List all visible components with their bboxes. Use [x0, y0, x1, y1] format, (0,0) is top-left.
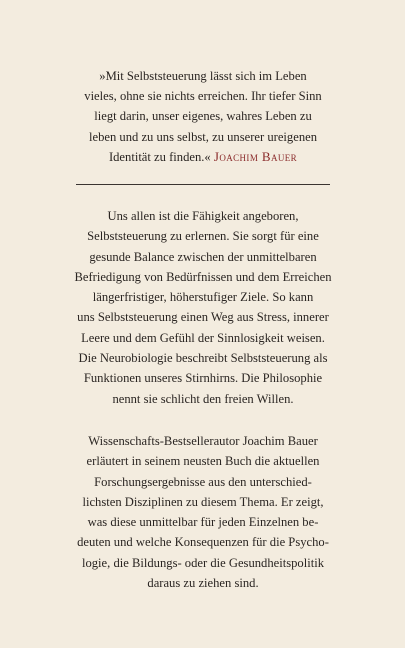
- paragraph-line: gesunde Balance zwischen der unmittelbaren: [89, 249, 317, 264]
- paragraph-line: Befriedigung von Bedürfnissen und dem Erreichen: [74, 269, 332, 284]
- divider-rule: [76, 184, 330, 185]
- paragraph-line: deuten und welche Konsequenzen für die Psycho-: [77, 535, 329, 550]
- paragraph-line: nennt sie schlicht den freien Willen.: [112, 391, 294, 406]
- paragraph-line: Selbststeuerung zu erlernen. Sie sorgt für eine: [87, 229, 319, 244]
- paragraph-line: Leere und dem Gefühl der Sinnlosigkeit weisen.: [81, 330, 325, 345]
- paragraph-line: was diese unmittelbar für jeden Einzelnen be-: [87, 515, 319, 530]
- quote-author: Joachim Bauer: [213, 148, 298, 164]
- paragraph-line: Funktionen unseres Stirnhirns. Die Philosophie: [83, 371, 323, 386]
- pull-quote: [60, 66, 346, 167]
- description-paragraph-2: [50, 431, 356, 593]
- quote-line: liegt darin, unser eigenes, wahres Leben zu: [94, 109, 312, 124]
- quote-last-line: [60, 147, 346, 167]
- quote-line: leben und zu uns selbst, zu unserer ureigenen: [88, 129, 318, 144]
- paragraph-line: uns Selbststeuerung einen Weg aus Stress, innerer: [77, 310, 329, 325]
- quote-line: »Mit Selbststeuerung lässt sich im Leben: [99, 69, 307, 83]
- paragraph-line: längerfristiger, höherstufiger Ziele. So kann: [92, 290, 314, 305]
- paragraph-line: erläutert in seinem neusten Buch die aktuellen: [86, 454, 320, 469]
- quote-text: Identität zu finden.«: [108, 149, 211, 164]
- quote-line: vieles, ohne sie nichts erreichen. Ihr tiefer Sinn: [84, 89, 322, 104]
- paragraph-line: logie, die Bildungs- oder die Gesundheitspolitik: [81, 555, 325, 570]
- paragraph-line: lichsten Disziplinen zu diesem Thema. Er zeigt,: [82, 494, 324, 509]
- paragraph-line: Die Neurobiologie beschreibt Selbststeuerung als: [78, 351, 328, 366]
- paragraph-line: daraus zu ziehen sind.: [147, 576, 259, 591]
- description-paragraph-1: [50, 206, 356, 409]
- paragraph-line: Uns allen ist die Fähigkeit angeboren,: [107, 209, 299, 223]
- paragraph-line: Wissenschafts-Bestsellerautor Joachim Bauer: [88, 434, 318, 448]
- paragraph-line: Forschungsergebnisse aus den unterschied-: [94, 474, 312, 489]
